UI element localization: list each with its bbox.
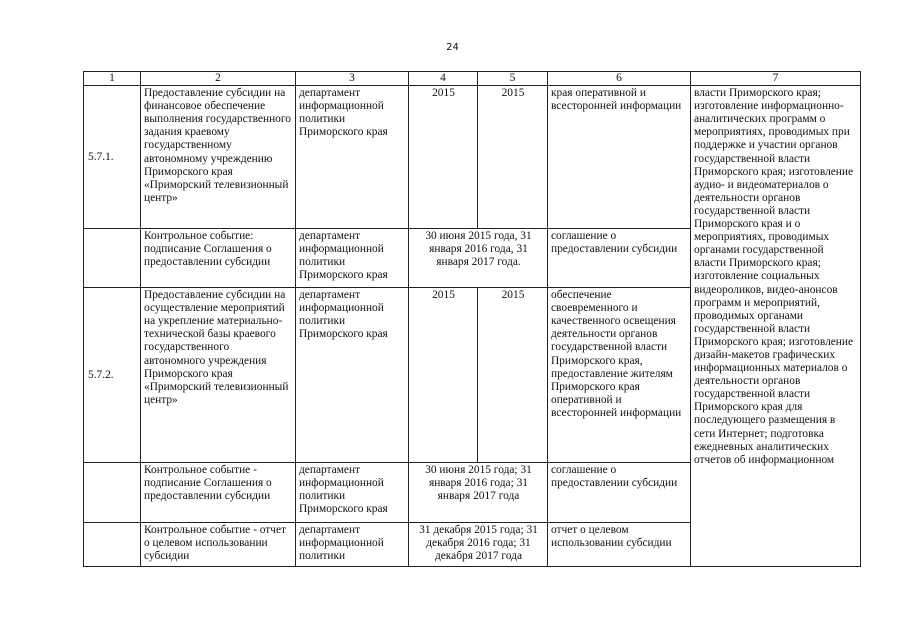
result-cell: края оперативной и всесторонней информации bbox=[548, 86, 691, 229]
control-event-cell: Контрольное событие - отчет о целевом использовании субсидии bbox=[141, 523, 296, 567]
item-number-empty bbox=[84, 523, 141, 567]
header-col-7: 7 bbox=[691, 72, 861, 86]
start-year-cell: 2015 bbox=[409, 288, 478, 463]
header-col-3: 3 bbox=[296, 72, 409, 86]
executor-cell: департамент информационной политики Приморского края bbox=[296, 288, 409, 463]
event-cell: Предоставление субсидии на финансовое обеспечение выполнения государственного задания краевому государственному автономному учреждению Приморского края «Приморский телевизионный центр» bbox=[141, 86, 296, 229]
control-dates-cell: 30 июня 2015 года; 31 января 2016 года; 31 января 2017 года bbox=[409, 463, 548, 523]
header-col-1: 1 bbox=[84, 72, 141, 86]
result-cell: соглашение о предоставлении субсидии bbox=[548, 463, 691, 523]
header-col-6: 6 bbox=[548, 72, 691, 86]
item-number: 5.7.2. bbox=[84, 288, 141, 463]
item-number-empty bbox=[84, 229, 141, 288]
result-cell: отчет о целевом использовании субсидии bbox=[548, 523, 691, 567]
page-number: 24 bbox=[446, 42, 459, 53]
executor-cell: департамент информационной политики bbox=[296, 523, 409, 567]
header-col-5: 5 bbox=[478, 72, 548, 86]
control-dates-cell: 31 декабря 2015 года; 31 декабря 2016 года; 31 декабря 2017 года bbox=[409, 523, 548, 567]
control-event-cell: Контрольное событие - подписание Соглашения о предоставлении субсидии bbox=[141, 463, 296, 523]
control-dates-cell: 30 июня 2015 года, 31 января 2016 года, 31 января 2017 года. bbox=[409, 229, 548, 288]
table-row bbox=[84, 86, 861, 229]
measures-table bbox=[83, 71, 861, 567]
header-row bbox=[84, 72, 861, 86]
start-year-cell: 2015 bbox=[409, 86, 478, 229]
activities-cell: власти Приморского края; изготовление информационно-аналитических программ о мероприятиях, проводимых при поддержке и участии органов государственной власти Приморского края; изготовление аудио- и видеоматериалов о деятельности органов государственной власти Приморского края и о мероприятиях, проводимых органами государственной власти Приморского края; изготовление социальных видеороликов, видео-анонсов программ и мероприятий, проводимых органами государственной власти Приморского края; изготовление дизайн-макетов графических информационных материалов о деятельности органов государственной власти Приморского края для последующего размещения в сети Интернет; подготовка ежедневных аналитических отчетов об информационном bbox=[691, 86, 861, 567]
end-year-cell: 2015 bbox=[478, 288, 548, 463]
result-cell: обеспечение своевременного и качественного освещения деятельности органов государственной власти Приморского края, предоставление жителям Приморского края оперативной и всесторонней информации bbox=[548, 288, 691, 463]
executor-cell: департамент информационной политики Приморского края bbox=[296, 229, 409, 288]
result-cell: соглашение о предоставлении субсидии bbox=[548, 229, 691, 288]
item-number: 5.7.1. bbox=[84, 86, 141, 229]
control-event-cell: Контрольное событие: подписание Соглашения о предоставлении субсидии bbox=[141, 229, 296, 288]
end-year-cell: 2015 bbox=[478, 86, 548, 229]
header-col-2: 2 bbox=[141, 72, 296, 86]
header-col-4: 4 bbox=[409, 72, 478, 86]
executor-cell: департамент информационной политики Приморского края bbox=[296, 86, 409, 229]
item-number-empty bbox=[84, 463, 141, 523]
event-cell: Предоставление субсидии на осуществление мероприятий на укрепление материально-технической базы краевого государственного автономного учреждения Приморского края «Приморский телевизионный центр» bbox=[141, 288, 296, 463]
executor-cell: департамент информационной политики Приморского края bbox=[296, 463, 409, 523]
